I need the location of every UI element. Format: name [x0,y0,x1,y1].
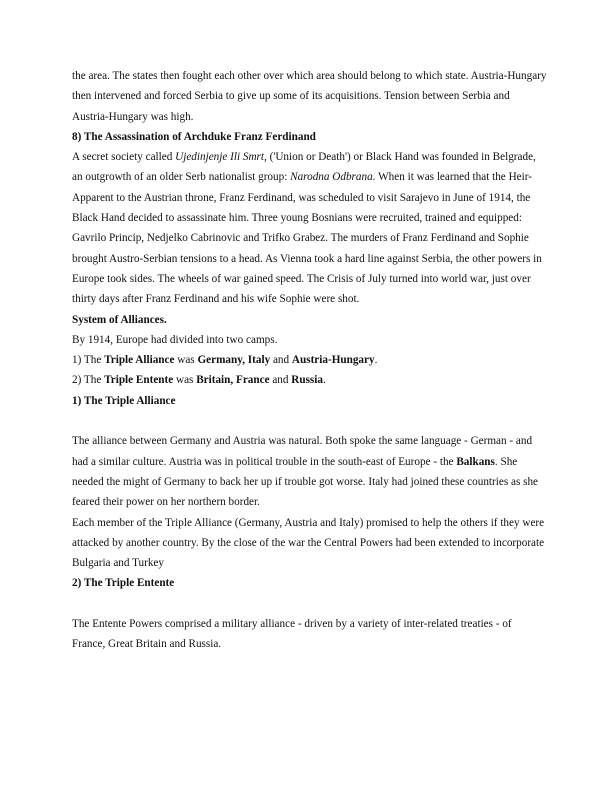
heading-system-of-alliances: System of Alliances. [72,313,167,326]
blank-line [72,594,547,614]
text-run: 2) The [72,374,105,387]
heading-triple-entente: 2) The Triple Entente [72,577,175,590]
bold-text: Balkans [456,455,495,468]
bold-text: Britain, France [196,374,270,387]
paragraph-alliance-members: Each member of the Triple Alliance (Germany, Austria and Italy) promised to help the others if they were attacked by another country. By the close of the war the Central Powers had been extended to incorporate Bulgaria and Turkey [72,516,545,570]
blank-line [72,411,547,431]
text-run: A secret society called [72,151,176,164]
bold-text: Austria-Hungary [291,354,375,367]
list-item-triple-alliance [72,350,547,370]
paragraph-entente: The Entente Powers comprised a military alliance - driven by a variety of inter-related treaties - of France, Great Britain and Russia. [72,618,512,651]
bold-text: Triple Alliance [104,354,175,367]
text-run: was [174,354,198,367]
text-run: was [173,374,197,387]
society-name: Ujedinjenje Ili Smrt, [175,151,267,164]
paragraph-two-camps: By 1914, Europe had divided into two camps. [72,333,278,346]
text-run: 1) The [72,354,105,367]
document-page [72,66,547,655]
text-run: . She needed the might of Germany to back her up if trouble got worse. Italy had joined these countries as she feared their power on her northern border. [72,455,539,509]
paragraph-balkan-tension: the area. The states then fought each other over which area should belong to which state. Austria-Hungary then intervened and forced Serbia to give up some of its acquisitions. Tension between Serbia and Austria-Hungary was high. [72,70,547,123]
text-run: The alliance between Germany and Austria was natural. Both spoke the same language - German - and had a similar culture. Austria was in political trouble in the south-east of Europe - the [72,435,533,468]
paragraph-alliance-natural [72,431,547,512]
text-run: and [270,354,292,367]
bold-text: Triple Entente [104,374,174,387]
list-item-triple-entente [72,370,547,390]
heading-assassination: 8) The Assassination of Archduke Franz Ferdinand [72,130,316,143]
bold-text: Russia [291,374,323,387]
heading-triple-alliance: 1) The Triple Alliance [72,394,176,407]
text-run: ('Union or Death') or Black Hand was founded in Belgrade, an outgrowth of an older Serb nationalist group: [72,151,536,184]
text-run: . [374,354,378,367]
text-run: When it was learned that the Heir-Apparent to the Austrian throne, Franz Ferdinand, was scheduled to visit Sarajevo in June of 1914, the Black Hand decided to assassinate him. Three young Bosnians were recruited, trained and equipped: Gavrilo Princip, Nedjelko Cabrinovic and Trifko Grabez. The murders of Franz Ferdinand and Sophie brought Austro-Serbian tensions to a head. As Vienna took a hard line against Serbia, the other powers in Europe took sides. The wheels of war gained speed. The Crisis of July turned into world war, just over thirty days after Franz Ferdinand and his wife Sophie were shot. [72,171,542,306]
bold-text: Germany, Italy [197,354,271,367]
group-name: Narodna Odbrana. [290,171,376,184]
text-run: and [269,374,292,387]
text-run: . [323,374,326,387]
paragraph-assassination [72,147,547,309]
